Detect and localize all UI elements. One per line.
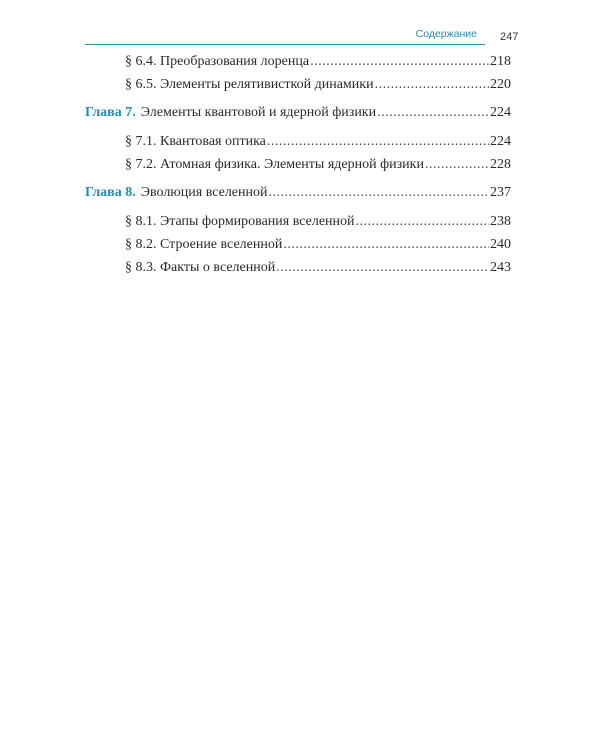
toc-entry-title: § 6.5. Элементы релятивисткой динамики: [125, 77, 374, 92]
toc-entry-title: § 7.1. Квантовая оптика: [125, 134, 266, 149]
chapter-number: Глава 8.: [85, 185, 136, 200]
chapter-number: Глава 7.: [85, 105, 136, 120]
page-number: 247: [500, 31, 519, 43]
toc-entry-title: § 7.2. Атомная физика. Элементы ядерной физики: [125, 157, 424, 172]
toc-chapter-7[interactable]: [85, 104, 511, 122]
toc-entry-page: 224: [490, 105, 511, 120]
toc-entry-6-4[interactable]: [125, 53, 511, 71]
dot-leader: [283, 236, 489, 254]
dot-leader: [310, 53, 489, 71]
toc-chapter-8[interactable]: [85, 184, 511, 202]
toc-entry-page: 224: [490, 134, 511, 149]
toc-entry-page: 238: [490, 214, 511, 229]
dot-leader: [425, 156, 489, 174]
toc-chapter-title: Эволюция вселенной: [140, 185, 268, 200]
toc-entry-title: § 8.2. Строение вселенной: [125, 237, 283, 252]
running-title: Содержание: [415, 28, 477, 40]
toc-entry-8-1[interactable]: [125, 213, 511, 231]
dot-leader: [375, 76, 489, 94]
toc-entry-7-2[interactable]: [125, 156, 511, 174]
dot-leader: [269, 184, 490, 202]
running-header: [85, 26, 485, 45]
toc-entry-8-2[interactable]: [125, 236, 511, 254]
toc-entry-page: 220: [490, 77, 511, 92]
toc-entry-page: 218: [490, 54, 511, 69]
toc-entry-8-3[interactable]: [125, 259, 511, 277]
toc-entry-title: § 8.1. Этапы формирования вселенной: [125, 214, 355, 229]
toc-chapter-title: Элементы квантовой и ядерной физики: [140, 105, 377, 120]
toc-entry-title: § 6.4. Преобразования лоренца: [125, 54, 310, 69]
dot-leader: [267, 133, 489, 151]
toc-entry-page: 228: [490, 157, 511, 172]
dot-leader: [356, 213, 489, 231]
toc-entry-page: 240: [490, 237, 511, 252]
toc-entry-7-1[interactable]: [125, 133, 511, 151]
toc-entry-6-5[interactable]: [125, 76, 511, 94]
toc-entry-title: § 8.3. Факты о вселенной: [125, 260, 276, 275]
dot-leader: [276, 259, 489, 277]
toc-entry-page: 237: [490, 185, 511, 200]
toc-entry-page: 243: [490, 260, 511, 275]
dot-leader: [377, 104, 489, 122]
